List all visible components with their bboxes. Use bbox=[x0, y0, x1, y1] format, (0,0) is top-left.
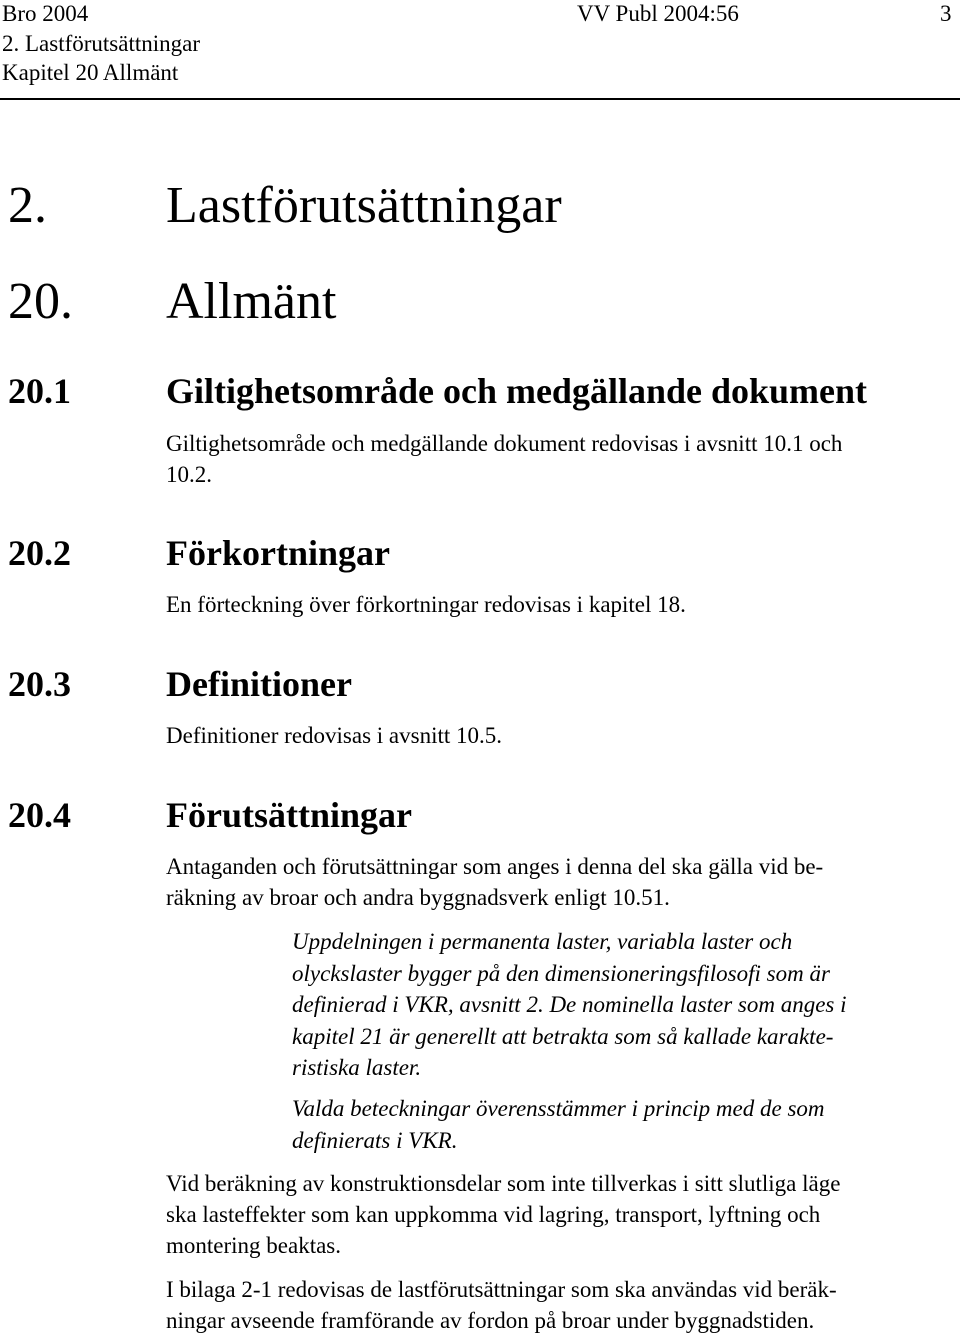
subsection-number: 20.4 bbox=[8, 795, 71, 835]
subsection-body bbox=[166, 428, 946, 490]
subsection-number: 20.3 bbox=[8, 664, 71, 704]
text-line: montering beaktas. bbox=[166, 1233, 342, 1258]
text-line: Antaganden och förutsättningar som anges i denna del ska gälla vid be- bbox=[166, 854, 824, 879]
header-center: VV Publ 2004:56 bbox=[577, 1, 739, 26]
header-left-1: Bro 2004 bbox=[2, 1, 89, 26]
text-line: Giltighetsområde och medgällande dokument redovisas i avsnitt 10.1 och bbox=[166, 431, 843, 456]
header-left-2: 2. Lastförutsättningar bbox=[2, 31, 201, 56]
text-line: ristiska laster. bbox=[292, 1055, 422, 1080]
subsection-body bbox=[166, 851, 946, 913]
subsection-number: 20.1 bbox=[8, 371, 71, 411]
text-line: 10.2. bbox=[166, 462, 212, 487]
text-line: Vid beräkning av konstruktionsdelar som inte tillverkas i sitt slutliga läge bbox=[166, 1171, 841, 1196]
paragraph bbox=[166, 1274, 946, 1336]
chapter-number: 2. bbox=[8, 177, 47, 234]
text-line: En förteckning över förkortningar redovisas i kapitel 18. bbox=[166, 592, 686, 617]
text-line: Valda beteckningar överensstämmer i princip med de som bbox=[292, 1096, 825, 1121]
text-line: räkning av broar och andra byggnadsverk enligt 10.51. bbox=[166, 885, 670, 910]
subsection-title: Förkortningar bbox=[166, 533, 390, 573]
subsection-body bbox=[166, 589, 946, 620]
subsection-number: 20.2 bbox=[8, 533, 71, 573]
subsection-title: Giltighetsområde och medgällande dokument bbox=[166, 371, 868, 411]
text-line: definierats i VKR. bbox=[292, 1127, 458, 1153]
section-title: Allmänt bbox=[166, 273, 337, 330]
section-number: 20. bbox=[8, 273, 73, 330]
text-line: kapitel 21 är generellt att betrakta som så kallade karakte- bbox=[292, 1023, 834, 1049]
text-line: Uppdelningen i permanenta laster, variabla laster och bbox=[292, 929, 793, 954]
comment-block bbox=[292, 926, 952, 1084]
text-line: ningar avseende framförande av fordon på broar under byggnadstiden. bbox=[166, 1308, 815, 1333]
text-line: I bilaga 2-1 redovisas de lastförutsättningar som ska användas vid beräk- bbox=[166, 1277, 837, 1302]
page-number: 3 bbox=[940, 1, 952, 26]
header-rule bbox=[0, 98, 960, 100]
text-line: ska lasteffekter som kan uppkomma vid lagring, transport, lyftning och bbox=[166, 1202, 821, 1227]
chapter-title: Lastförutsättningar bbox=[166, 177, 562, 234]
text-line: definierad i VKR, avsnitt 2. De nominella laster som anges i bbox=[292, 992, 847, 1017]
subsection-title: Definitioner bbox=[166, 664, 352, 704]
comment-block bbox=[292, 1093, 952, 1156]
subsection-title: Förutsättningar bbox=[166, 795, 412, 835]
paragraph bbox=[166, 1168, 946, 1261]
header-left-3: Kapitel 20 Allmänt bbox=[2, 60, 179, 85]
subsection-body bbox=[166, 720, 946, 751]
text-line: olyckslaster bygger på den dimensioneringsfilosofi som är bbox=[292, 960, 830, 986]
text-line: Definitioner redovisas i avsnitt 10.5. bbox=[166, 723, 502, 748]
